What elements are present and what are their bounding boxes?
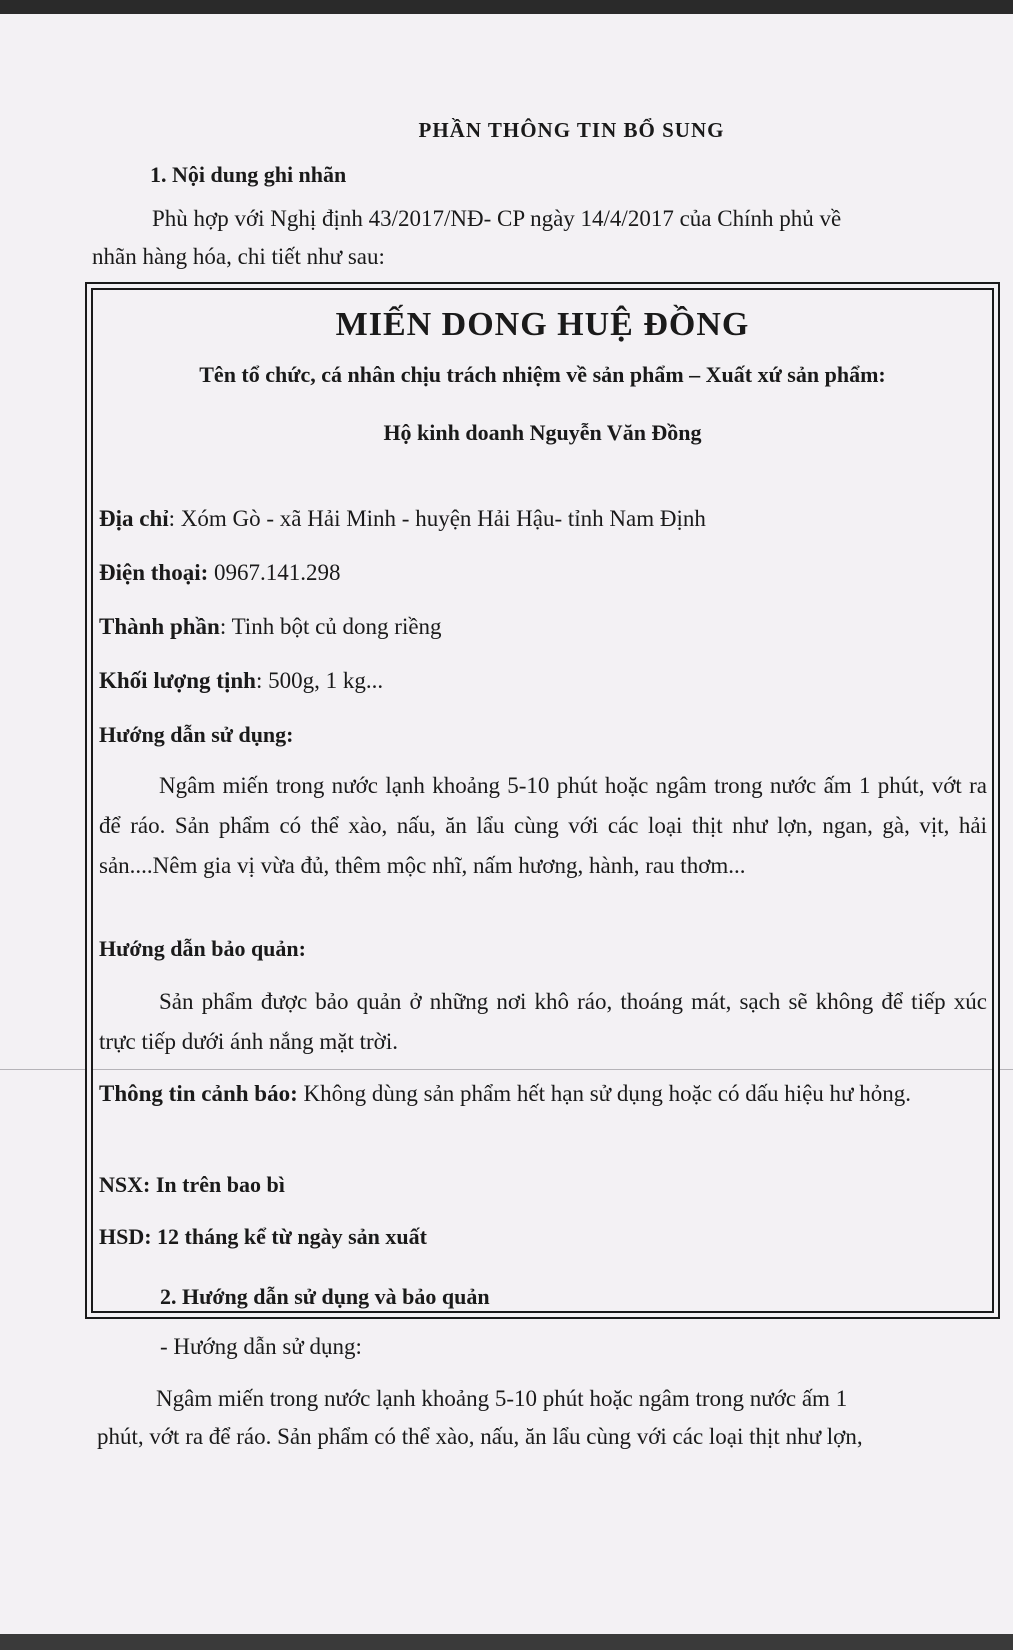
product-name: MIẾN DONG HUỆ ĐỒNG [335, 306, 750, 343]
phone-line [99, 560, 341, 586]
warning-label: Thông tin cảnh báo: [99, 1081, 298, 1106]
address-label: Địa chỉ [99, 506, 169, 531]
storage-text [99, 982, 987, 1062]
ingredients-value: : Tinh bột củ dong riềng [219, 614, 442, 639]
section-1-intro-line-2: nhãn hàng hóa, chi tiết như sau: [92, 244, 385, 269]
warning-value: Không dùng sản phẩm hết hạn sử dụng hoặc có dấu hiệu hư hỏng. [297, 1081, 912, 1106]
scan-top-edge [0, 0, 1013, 14]
hsd-line: HSD: 12 tháng kể từ ngày sản xuất [99, 1224, 427, 1249]
phone-label: Điện thoại: [99, 560, 209, 585]
address-value: : Xóm Gò - xã Hải Minh - huyện Hải Hậu- tỉnh Nam Định [168, 506, 706, 531]
usage-text [99, 766, 987, 886]
business-name: Hộ kinh doanh Nguyễn Văn Đồng [383, 420, 702, 445]
ingredients-line [99, 614, 442, 640]
document-page [0, 14, 1013, 1634]
section-2-usage-line-2: phút, vớt ra để ráo. Sản phẩm có thể xào, nấu, ăn lẩu cùng với các loại thịt như lợn, [97, 1424, 863, 1449]
weight-label: Khối lượng tịnh [99, 668, 256, 693]
warning-line [99, 1074, 987, 1114]
weight-value: : 500g, 1 kg... [255, 668, 384, 693]
nsx-line: NSX: In trên bao bì [99, 1172, 285, 1197]
storage-heading: Hướng dẫn bảo quản: [99, 936, 306, 961]
storage-text-body: Sản phẩm được bảo quản ở những nơi khô ráo, thoáng mát, sạch sẽ không để tiếp xúc trực tiếp dưới ánh nắng mặt trời. [99, 989, 987, 1054]
ingredients-label: Thành phần [99, 614, 220, 639]
phone-value: 0967.141.298 [208, 560, 341, 585]
address-line [99, 506, 706, 532]
weight-line [99, 668, 383, 694]
usage-text-body: Ngâm miến trong nước lạnh khoảng 5-10 phút hoặc ngâm trong nước ấm 1 phút, vớt ra để ráo. Sản phẩm có thể xào, nấu, ăn lẩu cùng với các loại thịt như lợn, ngan, gà, vịt, hải sản....Nêm gia vị vừa đủ, thêm mộc nhĩ, nấm hương, hành, rau thơm... [99, 773, 987, 878]
section-1-title: 1. Nội dung ghi nhãn [150, 162, 347, 187]
responsible-heading: Tên tổ chức, cá nhân chịu trách nhiệm về sản phẩm – Xuất xứ sản phẩm: [199, 362, 886, 387]
page-heading: PHẦN THÔNG TIN BỔ SUNG [418, 118, 725, 142]
section-2-usage-sub: - Hướng dẫn sử dụng: [160, 1334, 362, 1359]
section-1-intro-line-1: Phù hợp với Nghị định 43/2017/NĐ- CP ngày 14/4/2017 của Chính phủ về [152, 206, 842, 231]
section-2-title: 2. Hướng dẫn sử dụng và bảo quản [160, 1284, 490, 1309]
product-label-box [85, 282, 1000, 1319]
section-2-usage-line-1: Ngâm miến trong nước lạnh khoảng 5-10 phút hoặc ngâm trong nước ấm 1 [156, 1386, 848, 1411]
scan-bottom-edge [0, 1634, 1013, 1650]
usage-heading: Hướng dẫn sử dụng: [99, 722, 294, 747]
